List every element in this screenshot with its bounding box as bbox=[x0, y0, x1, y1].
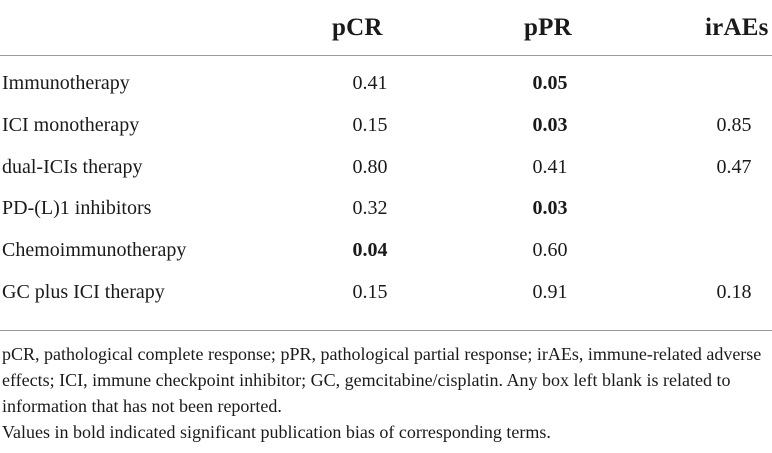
cell-ppr: 0.03 bbox=[532, 197, 568, 219]
table-row bbox=[0, 239, 772, 280]
cell-iraes: 0.18 bbox=[716, 281, 752, 303]
footnote-abbreviations: pCR, pathological complete response; pPR, pathological partial response; irAEs, immune-related adverse effects; ICI, immune checkpoint inhibitor; GC, gemcitabine/cisplatin. Any box left blank is related to information that has not been reported. bbox=[2, 344, 762, 416]
header-iraes: irAEs bbox=[705, 14, 769, 41]
cell-ppr: 0.60 bbox=[532, 239, 568, 261]
cell-pcr: 0.04 bbox=[352, 239, 388, 261]
row-label: GC plus ICI therapy bbox=[2, 281, 165, 303]
cell-ppr: 0.91 bbox=[532, 281, 568, 303]
footnote-bold-note: Values in bold indicated significant publication bias of corresponding terms. bbox=[2, 422, 551, 442]
cell-ppr: 0.41 bbox=[532, 156, 568, 178]
cell-pcr: 0.80 bbox=[352, 156, 388, 178]
table-bottom-rule bbox=[0, 330, 772, 331]
row-label: Immunotherapy bbox=[2, 72, 130, 94]
cell-ppr: 0.05 bbox=[532, 72, 568, 94]
table-row bbox=[0, 72, 772, 113]
header-ppr: pPR bbox=[524, 14, 572, 41]
row-label: ICI monotherapy bbox=[2, 114, 140, 136]
table-row bbox=[0, 281, 772, 322]
table-footnotes bbox=[2, 341, 770, 445]
table-row bbox=[0, 114, 772, 155]
cell-iraes: 0.47 bbox=[716, 156, 752, 178]
cell-pcr: 0.32 bbox=[352, 197, 388, 219]
header-pcr: pCR bbox=[332, 14, 383, 41]
cell-pcr: 0.15 bbox=[352, 281, 388, 303]
row-label: dual-ICIs therapy bbox=[2, 156, 143, 178]
cell-pcr: 0.41 bbox=[352, 72, 388, 94]
cell-iraes: 0.85 bbox=[716, 114, 752, 136]
table-row bbox=[0, 156, 772, 197]
cell-pcr: 0.15 bbox=[352, 114, 388, 136]
row-label: Chemoimmunotherapy bbox=[2, 239, 187, 261]
table-top-rule bbox=[0, 55, 772, 56]
cell-ppr: 0.03 bbox=[532, 114, 568, 136]
table-row bbox=[0, 197, 772, 238]
row-label: PD-(L)1 inhibitors bbox=[2, 197, 152, 219]
